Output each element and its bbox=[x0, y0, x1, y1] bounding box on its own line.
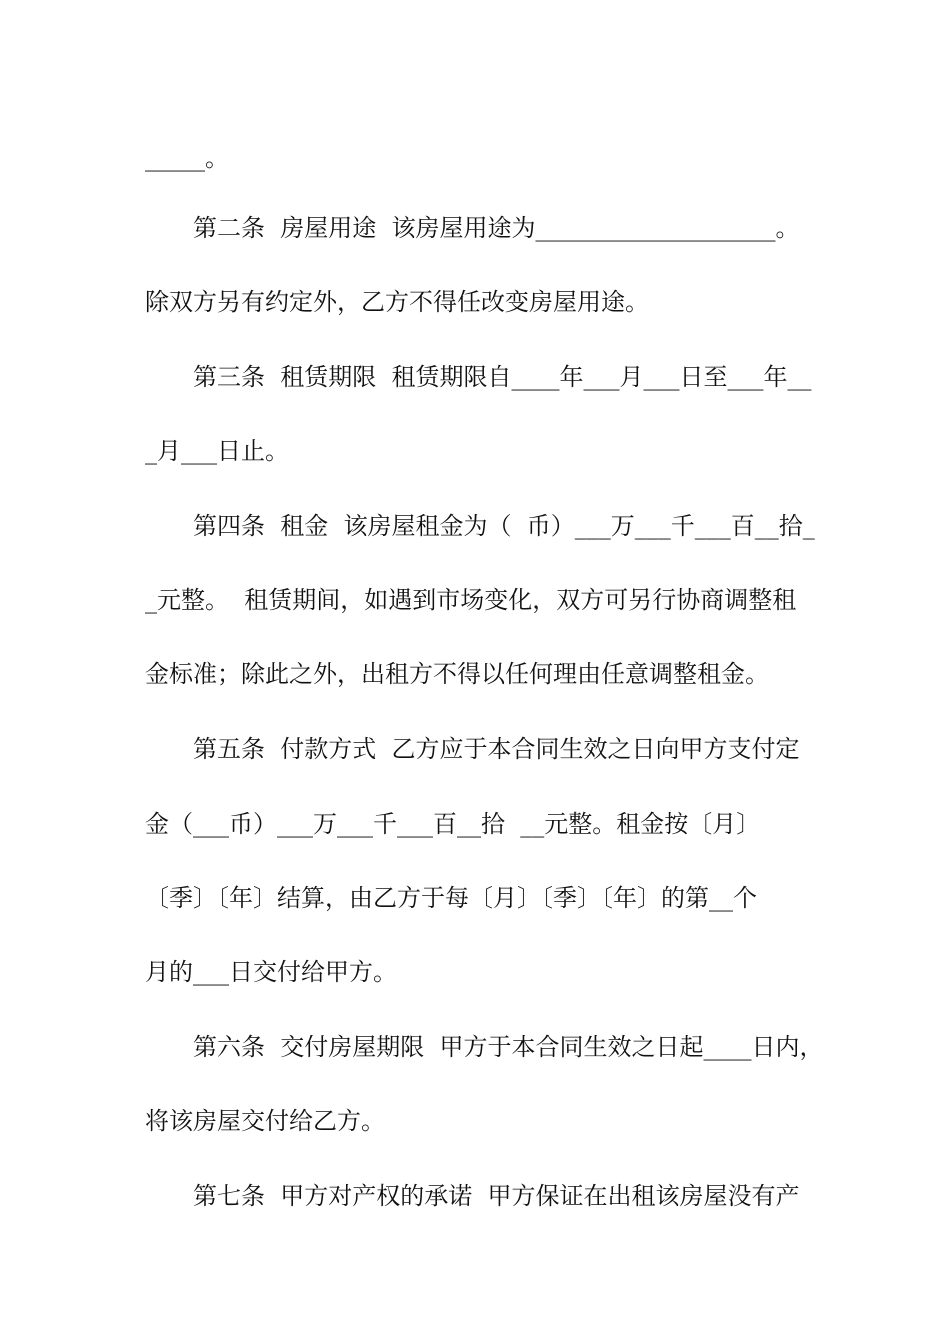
article-2-heading-line: 第二条 房屋用途 该房屋用途为____________________。 bbox=[193, 214, 800, 242]
text-line: 金标准；除此之外，出租方不得以任何理由任意调整租金。 bbox=[145, 660, 769, 688]
text-line: _____。 bbox=[145, 144, 229, 172]
article-5-heading-line: 第五条 付款方式 乙方应于本合同生效之日向甲方支付定 bbox=[193, 735, 800, 763]
article-4-heading-line: 第四条 租金 该房屋租金为（ 币）___万___千___百__拾_ bbox=[193, 512, 815, 540]
text-line: 〔季〕〔年〕结算，由乙方于每〔月〕〔季〕〔年〕的第__个 bbox=[145, 884, 757, 912]
text-line: 除双方另有约定外，乙方不得任改变房屋用途。 bbox=[145, 288, 649, 316]
article-7-heading-line: 第七条 甲方对产权的承诺 甲方保证在出租该房屋没有产 bbox=[193, 1182, 800, 1210]
article-3-heading-line: 第三条 租赁期限 租赁期限自____年___月___日至___年__ bbox=[193, 363, 812, 391]
text-line: 将该房屋交付给乙方。 bbox=[145, 1107, 385, 1135]
article-6-heading-line: 第六条 交付房屋期限 甲方于本合同生效之日起____日内， bbox=[193, 1033, 824, 1061]
text-line: _月___日止。 bbox=[145, 437, 289, 465]
text-line: 月的___日交付给甲方。 bbox=[145, 958, 397, 986]
text-line: _元整。 租赁期间，如遇到市场变化，双方可另行协商调整租 bbox=[145, 586, 797, 614]
text-line: 金（___币）___万___千___百__拾 __元整。租金按〔月〕 bbox=[145, 810, 761, 838]
